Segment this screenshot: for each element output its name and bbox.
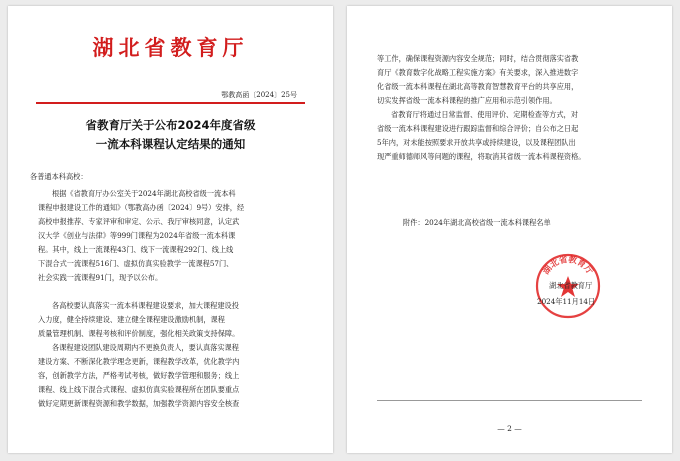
header-red-rule [36,102,305,104]
body-line: 建设方案、不断深化教学理念更新，课程教学改革，优化教学内 [38,357,240,366]
document-page-2 [347,6,672,453]
body-line [38,285,308,299]
body-line: 质量管理机制、课程考核和评价制度，强化相关政策支持保障。 [38,329,240,338]
body-line: 下混合式一流课程516门、虚拟仿真实验教学一流课程57门、 [38,259,234,268]
footer-rule [377,400,642,401]
body-line: 切实发挥省级一流本科课程的推广应用和示范引领作用。 [377,96,557,105]
signing-date: 2024年11月14日 [537,297,596,306]
body-text-page-2 [377,52,652,164]
body-line: 课程申报建设工作的通知》（鄂教高办函〔2024〕9号）安排，经 [38,203,245,212]
attachment-note: 附件：2024年湖北高校省级一流本科课程名单 [403,218,551,227]
document-header: 湖北省教育厅 [92,36,249,60]
body-line: 化省级一流本科课程在湖北高等教育智慧教育平台的共享应用， [377,82,579,91]
document-title [28,116,313,154]
seal-text: 湖北省教育厅 [541,255,595,277]
salutation: 各普通本科高校： [30,172,88,181]
page-number: — 2 — [497,424,522,433]
document-number: 鄂教高函〔2024〕25号 [221,91,297,99]
svg-text:湖北省教育厅 [541,254,596,277]
title-line-1: 省教育厅关于公布2024年度省级 [85,118,256,132]
body-line: 根据《省教育厅办公室关于2024年湖北高校省级一流本科 [52,189,236,198]
body-line: 课程、线上线下混合式课程、虚拟仿真实验课程所在团队要重点 [38,385,240,394]
body-line: 汉大学《创业与法律》等999门课程为2024年省级一流本科课 [38,231,236,240]
body-line: 社会实践一流课程91门，现予以公布。 [38,273,163,282]
document-page-1 [8,6,333,453]
title-line-2: 一流本科课程认定结果的通知 [95,137,246,151]
signing-organization: 湖北省教育厅 [549,281,593,290]
body-line: 省教育厅将通过日常监督、使用评价、定期检查等方式，对 [391,110,578,119]
body-line: 入力度，健全持续建设、建立健全课程建设激励机制，课程 [38,315,225,324]
body-line: 育厅《教育数字化战略工程实施方案》有关要求，深入推进数字 [377,68,579,77]
body-line: 5年内，对未能按照要求开放共享或持续建设，以及课程团队出 [377,138,576,147]
body-line: 各课程建设团队建设周期内不更换负责人，要认真落实课程 [52,343,239,352]
body-line: 现严重师德师风等问题的课程，将取消其省级一流本科课程资格。 [377,152,586,161]
body-line: 省级一流本科课程建设进行跟踪监督和综合评价；自公布之日起 [377,124,579,133]
body-text-page-1 [38,187,308,411]
body-line: 高校申报推荐、专家评审和审定、公示、我厅审核同意，认定武 [38,217,240,226]
body-line: 等工作，确保课程资源内容安全规范；同时，结合贯彻落实省教 [377,54,579,63]
body-line: 容，创新教学方法，严格考试考核，做好教学管理和服务；线上 [38,371,240,380]
body-line: 程。其中，线上一流课程43门、线下一流课程292门、线上线 [38,245,234,254]
body-line: 做好定期更新课程资源和教学数据，加强教学资源内容安全核查 [38,399,240,408]
body-line: 各高校要认真落实一流本科课程建设要求，加大课程建设投 [52,301,239,310]
